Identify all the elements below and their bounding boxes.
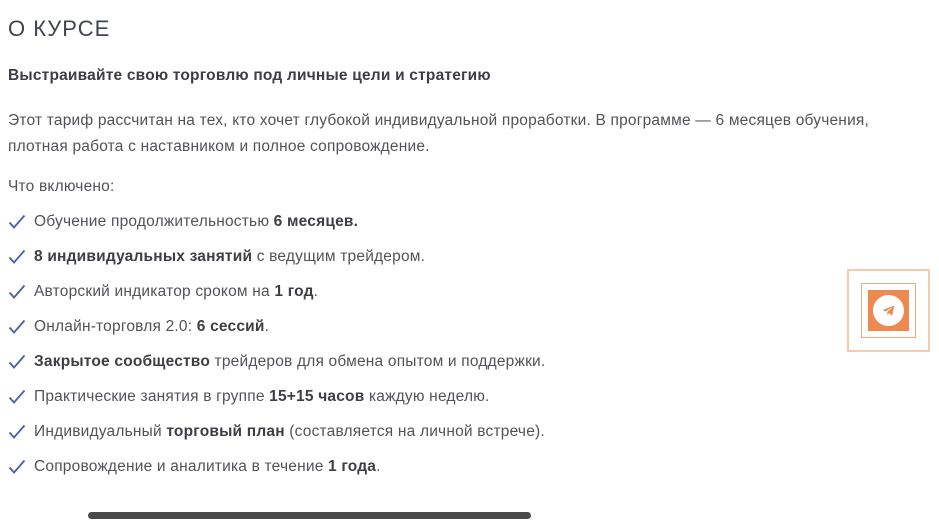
course-description: Этот тариф рассчитан на тех, кто хочет глубокой индивидуальной проработки. В программе — 6 месяцев обучения, плотная работа с наставником и полное сопровождение. [8, 112, 870, 155]
check-icon [8, 249, 26, 265]
list-item [8, 457, 923, 477]
check-icon [8, 214, 26, 230]
list-item-text: 8 индивидуальных занятий с ведущим трейдером. [34, 248, 426, 265]
telegram-button[interactable] [868, 290, 909, 331]
course-subtitle: Выстраивайте свою торговлю под личные цели и стратегию [8, 67, 491, 84]
telegram-widget-frame [861, 283, 916, 338]
list-item-text: Авторский индикатор сроком на 1 год. [34, 283, 319, 300]
list-item [8, 247, 923, 267]
telegram-widget[interactable] [847, 269, 930, 352]
list-item-text: Практические занятия в группе 15+15 часов каждую неделю. [34, 388, 490, 405]
telegram-icon [873, 295, 904, 326]
course-content [8, 0, 923, 477]
list-item [8, 387, 923, 407]
features-list [8, 212, 923, 477]
horizontal-scrollbar-thumb[interactable] [88, 512, 531, 519]
check-icon [8, 284, 26, 300]
page-title: О КУРСЕ [8, 16, 111, 41]
check-icon [8, 319, 26, 335]
check-icon [8, 389, 26, 405]
check-icon [8, 459, 26, 475]
list-item-text: Закрытое сообщество трейдеров для обмена опытом и поддержки. [34, 353, 546, 370]
check-icon [8, 354, 26, 370]
list-item [8, 352, 923, 372]
check-icon [8, 424, 26, 440]
list-item [8, 317, 923, 337]
list-item [8, 282, 923, 302]
list-item-text: Онлайн-торговля 2.0: 6 сессий. [34, 318, 270, 335]
list-item-text: Обучение продолжительностью 6 месяцев. [34, 213, 359, 230]
included-label: Что включено: [8, 178, 115, 195]
list-item-text: Индивидуальный торговый план (составляется на личной встрече). [34, 423, 545, 440]
list-item-text: Сопровождение и аналитика в течение 1 года. [34, 458, 381, 475]
list-item [8, 422, 923, 442]
list-item [8, 212, 923, 232]
